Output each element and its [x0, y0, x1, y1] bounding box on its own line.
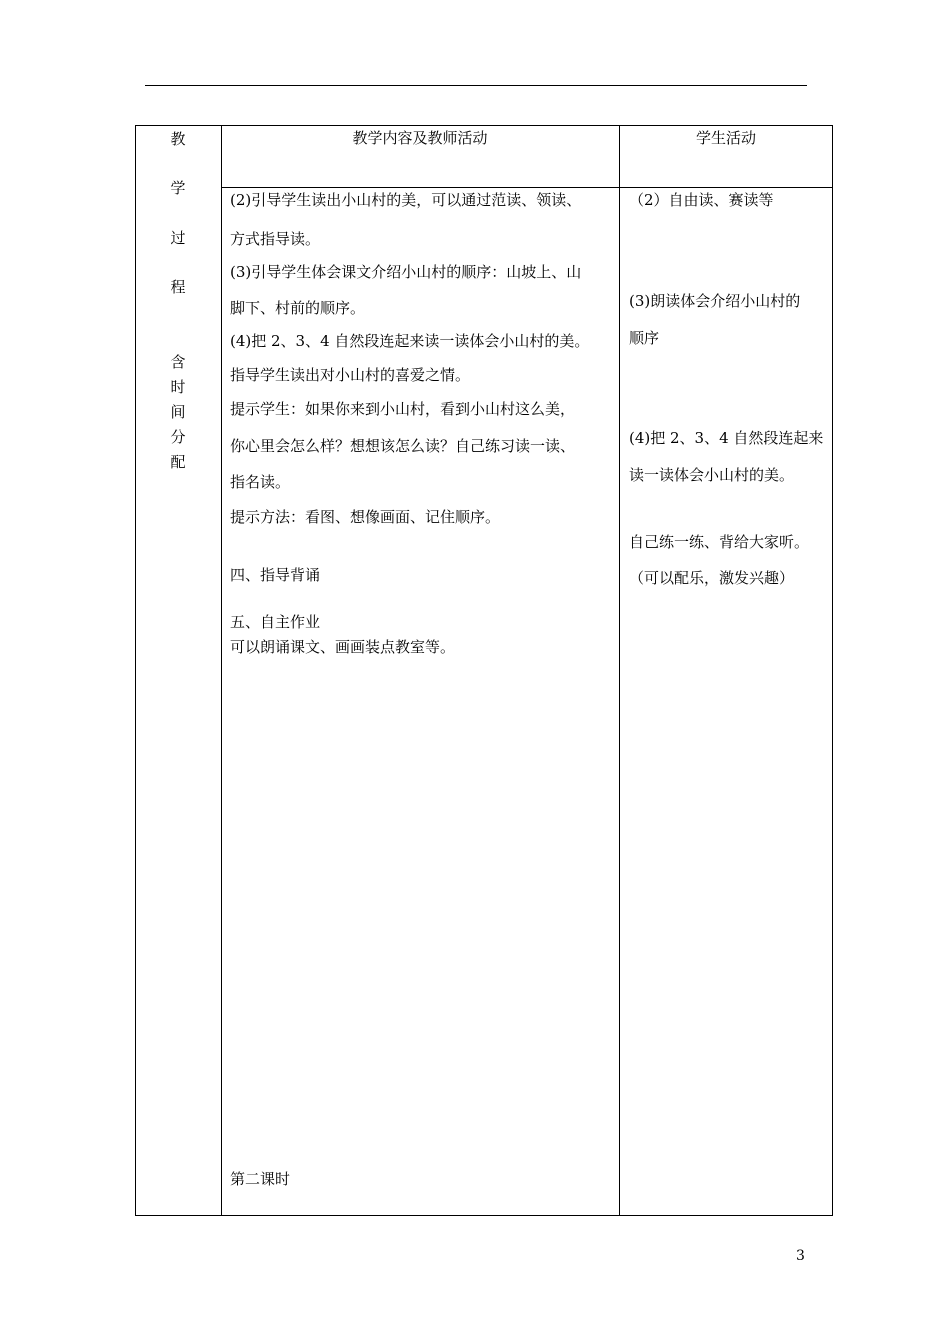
side-label-char: 分 [170, 428, 186, 446]
teacher-column-header: 教学内容及教师活动 [352, 129, 488, 147]
teacher-line: 指名读。 [230, 473, 291, 491]
student-line: (3)朗读体会介绍小山村的 [629, 292, 801, 310]
page-number: 3 [796, 1248, 805, 1264]
teacher-line: 指导学生读出对小山村的喜爱之情。 [230, 366, 471, 384]
side-label-char: 程 [170, 278, 186, 296]
lesson-table [135, 125, 833, 1216]
side-label-char: 学 [170, 179, 186, 197]
teacher-line: 方式指导读。 [230, 230, 321, 248]
side-label-char: 时 [170, 378, 186, 396]
teacher-line: (3)引导学生体会课文介绍小山村的顺序：山坡上、山 [230, 263, 582, 281]
side-label-char: 教 [170, 130, 186, 148]
side-label-char: 含 [170, 353, 186, 371]
header-rule [145, 85, 807, 86]
teacher-line: (2)引导学生读出小山村的美，可以通过范读、领读、 [230, 191, 582, 209]
student-line: 自己练一练、背给大家听。 [629, 533, 810, 551]
student-column-header: 学生活动 [695, 129, 756, 147]
student-line: 顺序 [629, 329, 660, 347]
side-label-char: 配 [170, 453, 186, 471]
side-label-char: 过 [170, 229, 186, 247]
teacher-line: 提示方法：看图、想像画面、记住顺序。 [230, 508, 501, 526]
teacher-line: 四、指导背诵 [230, 566, 321, 584]
student-line: （可以配乐，激发兴趣） [629, 569, 795, 587]
column-divider-left [221, 126, 222, 1215]
column-divider-right [619, 126, 620, 1215]
student-line: （2）自由读、赛读等 [629, 191, 774, 209]
teacher-line: 提示学生：如果你来到小山村，看到小山村这么美， [230, 400, 576, 418]
teacher-line: 五、自主作业 [230, 613, 321, 631]
teacher-line: 你心里会怎么样？想想该怎么读？自己练习读一读、 [230, 437, 576, 455]
teacher-line: 第二课时 [230, 1170, 291, 1188]
teacher-line: 脚下、村前的顺序。 [230, 299, 366, 317]
side-label-char: 间 [170, 403, 186, 421]
teacher-line: 可以朗诵课文、画画装点教室等。 [230, 638, 456, 656]
header-divider [221, 187, 832, 188]
student-line: 读一读体会小山村的美。 [629, 466, 795, 484]
student-line: (4)把 2、3、4 自然段连起来 [629, 429, 824, 447]
teacher-line: (4)把 2、3、4 自然段连起来读一读体会小山村的美。 [230, 332, 590, 350]
